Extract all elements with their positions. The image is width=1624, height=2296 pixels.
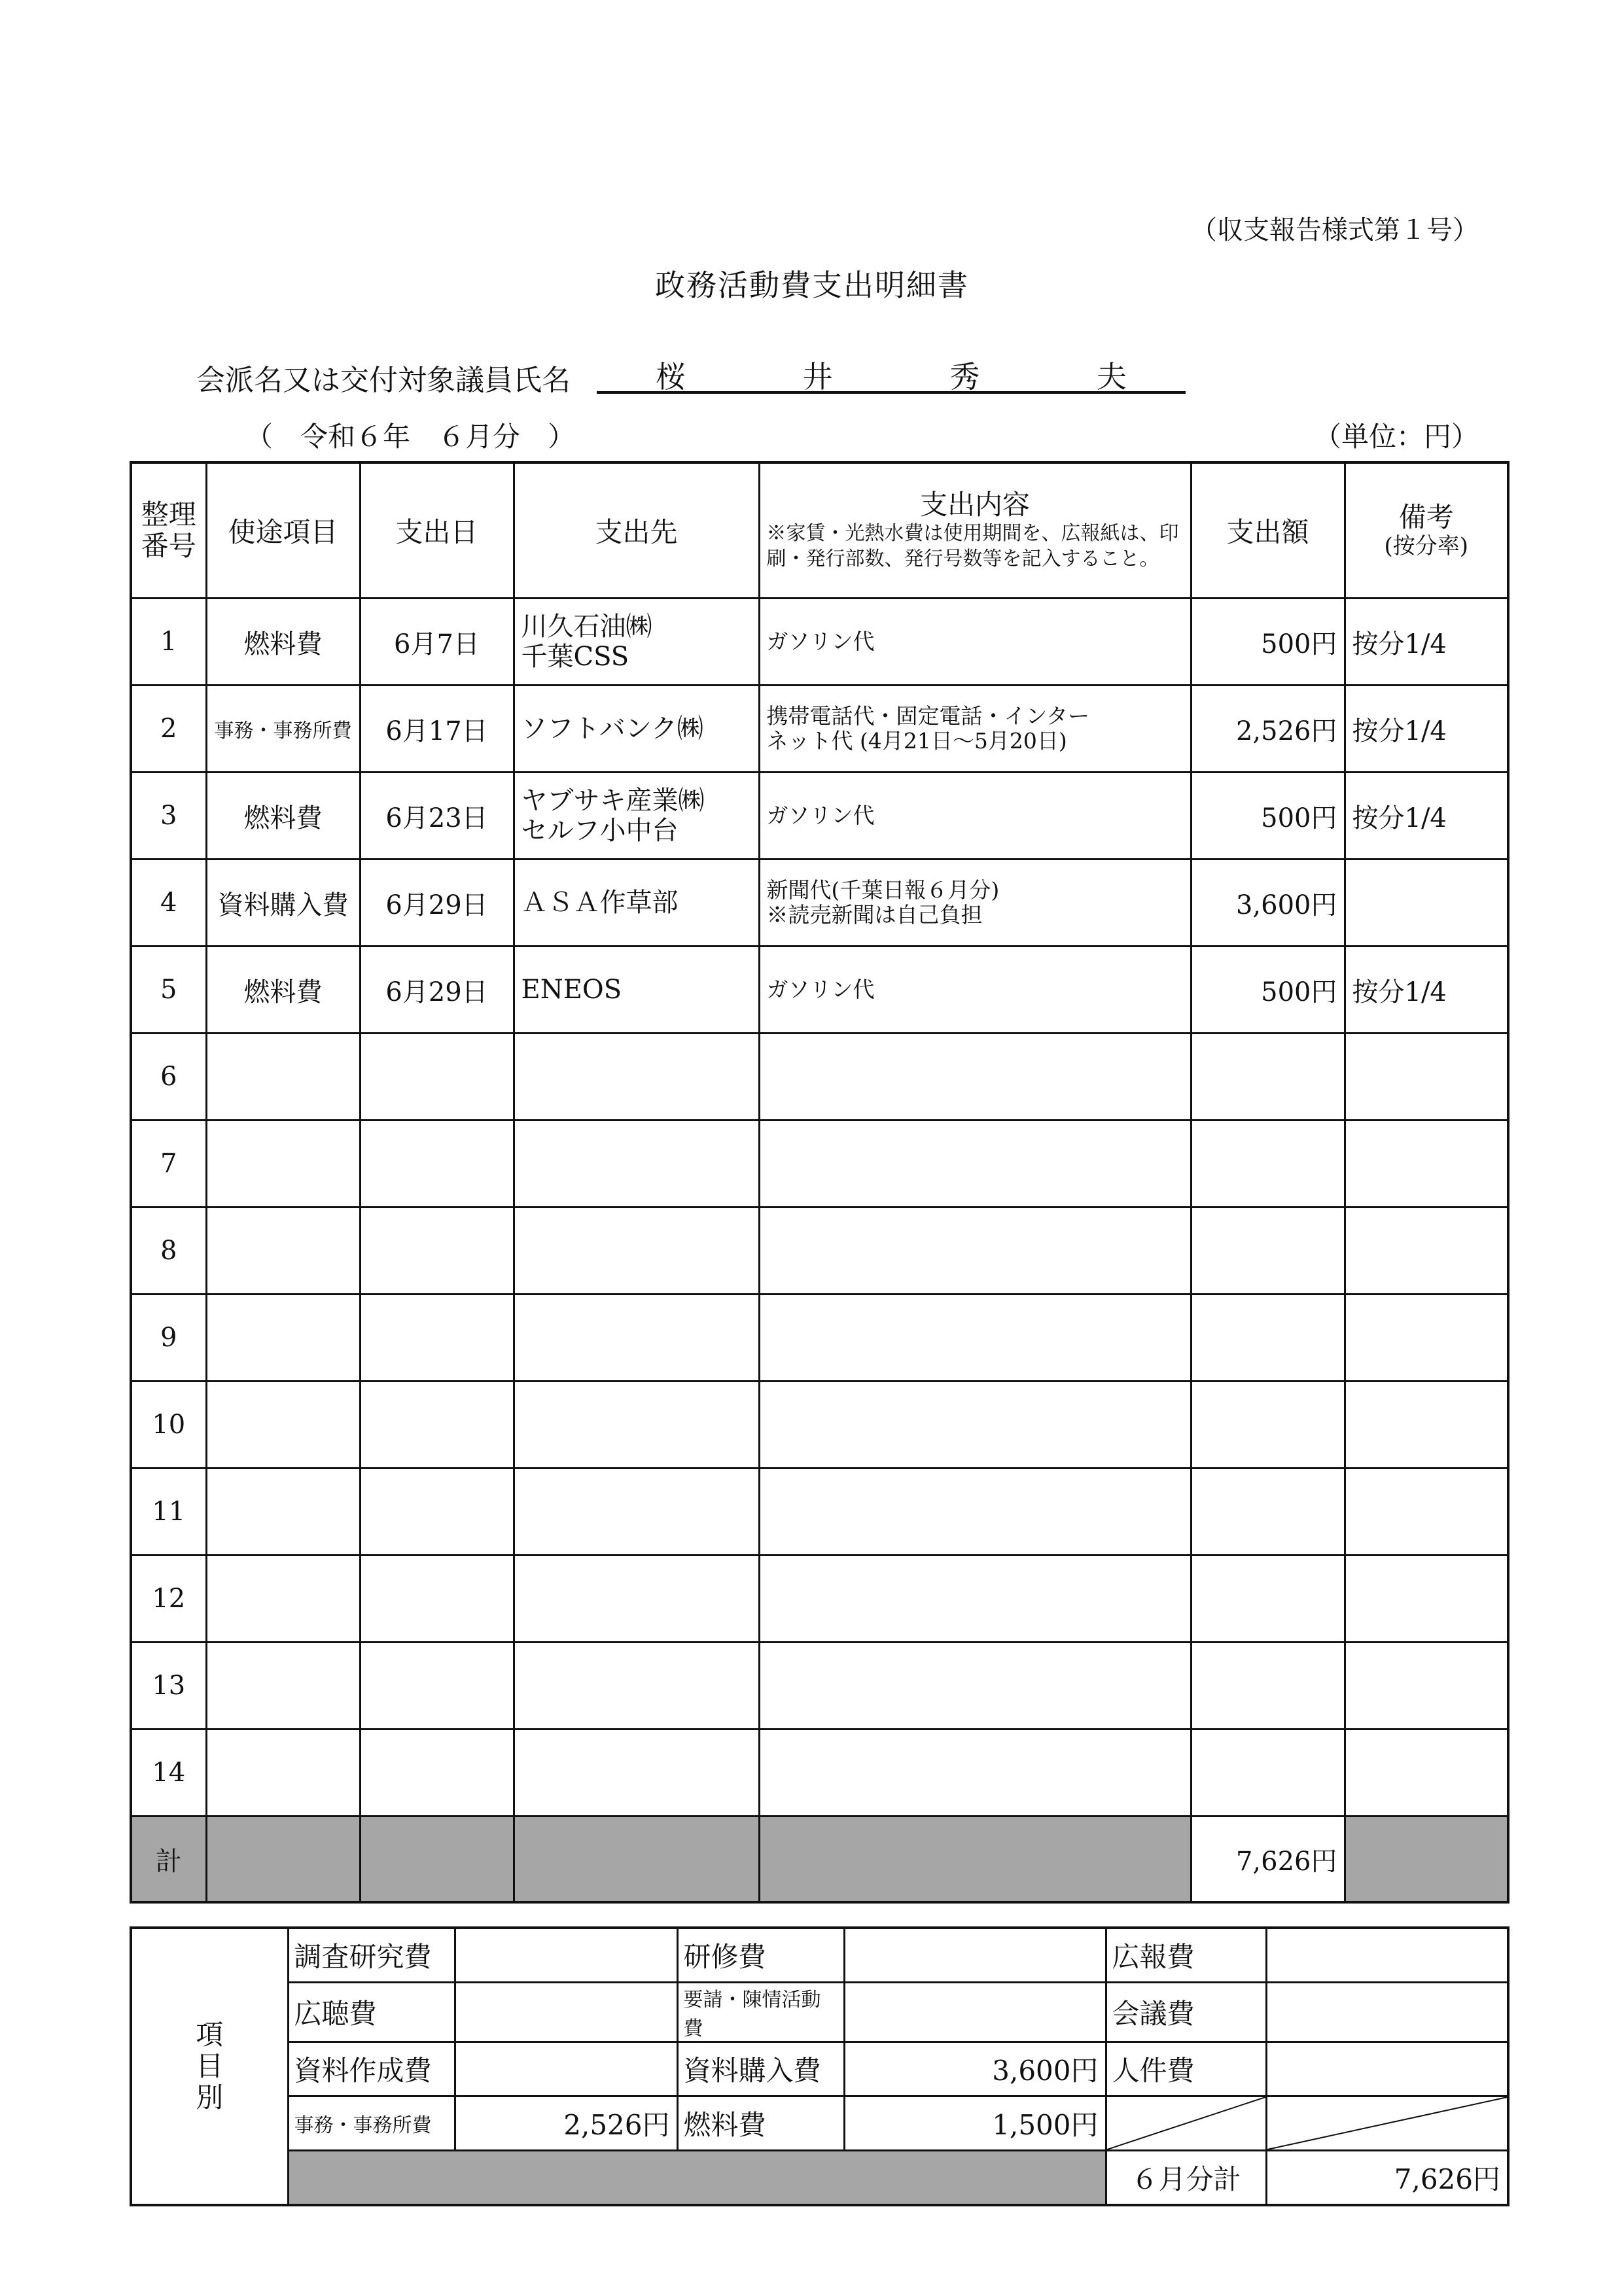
header-remarks [1345, 462, 1508, 599]
cell-amount [1191, 947, 1345, 1034]
row-payee: ソフトバンク㈱ [521, 714, 703, 744]
cell-date [360, 1469, 514, 1556]
row-content: 携帯電話代・固定電話・インター [766, 703, 1090, 729]
header-content-title: 支出内容 [919, 488, 1030, 521]
table-row [131, 1730, 1508, 1817]
side-label-char: 目 [196, 2049, 224, 2082]
cell-content [759, 1469, 1191, 1556]
cell-date [360, 1730, 514, 1817]
row-amount: 3,600円 [1235, 890, 1337, 920]
cell-amount [1191, 773, 1345, 860]
row-content: ガソリン代 [766, 629, 875, 655]
cell-content [759, 1382, 1191, 1469]
cell-number [131, 1034, 206, 1121]
cell-date [360, 1382, 514, 1469]
total-amount: 7,626円 [1191, 1817, 1345, 1903]
cell-number [131, 1469, 206, 1556]
cell-number [131, 1382, 206, 1469]
total-cell-empty [759, 1817, 1191, 1903]
cell-remarks [1345, 1469, 1508, 1556]
row-number: 6 [160, 1062, 177, 1092]
cell-payee [514, 947, 759, 1034]
cell-date [360, 1295, 514, 1382]
expenditure-table [130, 461, 1509, 1904]
member-name-char: 秀 [949, 359, 980, 394]
cell-date [360, 1643, 514, 1730]
cell-amount [1191, 1121, 1345, 1208]
cell-date [360, 773, 514, 860]
form-number: （収支報告様式第１号） [1191, 215, 1479, 245]
row-remarks: 按分1/4 [1352, 803, 1447, 833]
table-row [131, 599, 1508, 686]
header-content [759, 462, 1191, 599]
table-row [131, 1121, 1508, 1208]
row-number: 11 [152, 1497, 186, 1527]
cell-remarks [1345, 1643, 1508, 1730]
cell-content [759, 773, 1191, 860]
row-content: 新聞代(千葉日報６月分) [766, 877, 1000, 903]
cell-number [131, 599, 206, 686]
training-label: 研修費 [677, 1928, 844, 1983]
cell-number [131, 1208, 206, 1295]
table-row [131, 773, 1508, 860]
cell-remarks [1345, 773, 1508, 860]
row-remarks: 按分1/4 [1352, 629, 1447, 659]
cell-date [360, 599, 514, 686]
cell-category [206, 1382, 360, 1469]
cell-category [206, 947, 360, 1034]
table-row [131, 1208, 1508, 1295]
cell-category [206, 773, 360, 860]
cell-payee [514, 1730, 759, 1817]
cell-number [131, 1643, 206, 1730]
total-cell-empty [206, 1817, 360, 1903]
cell-payee [514, 860, 759, 947]
cell-amount [1191, 1469, 1345, 1556]
cell-number [131, 947, 206, 1034]
personnel-value [1266, 2042, 1508, 2096]
cell-payee [514, 1295, 759, 1382]
cell-amount [1191, 1034, 1345, 1121]
cell-amount [1191, 860, 1345, 947]
row-payee: 川久石油㈱ [521, 612, 652, 642]
pr-label: 広報費 [1106, 1928, 1266, 1983]
row-number: 8 [160, 1236, 177, 1266]
row-number: 7 [160, 1149, 177, 1179]
header-number-line2: 番号 [141, 530, 196, 562]
total-cell-empty [360, 1817, 514, 1903]
row-amount: 2,526円 [1235, 716, 1337, 746]
total-label: 計 [131, 1817, 206, 1903]
row-category: 資料購入費 [217, 890, 349, 920]
row-amount: 500円 [1261, 629, 1337, 659]
cell-remarks [1345, 1295, 1508, 1382]
cell-content [759, 1730, 1191, 1817]
fuel-label: 燃料費 [677, 2096, 844, 2151]
row-date: 6月7日 [394, 629, 480, 659]
cell-category [206, 1121, 360, 1208]
cell-number [131, 1730, 206, 1817]
cell-category [206, 599, 360, 686]
row-date: 6月23日 [385, 803, 488, 833]
table-row [131, 947, 1508, 1034]
side-label-char: 別 [196, 2081, 224, 2114]
member-name [597, 353, 1186, 394]
cell-payee [514, 1208, 759, 1295]
cell-date [360, 1121, 514, 1208]
cell-content [759, 1034, 1191, 1121]
personnel-label: 人件費 [1106, 2042, 1266, 2096]
cell-payee [514, 1469, 759, 1556]
row-payee-branch: セルフ小中台 [521, 816, 679, 846]
cell-date [360, 947, 514, 1034]
cell-date [360, 1034, 514, 1121]
cell-amount [1191, 1556, 1345, 1643]
table-row [131, 1556, 1508, 1643]
month-total-label: ６月分計 [1106, 2151, 1266, 2206]
row-number: 1 [160, 627, 177, 657]
purchase-label: 資料購入費 [677, 2042, 844, 2096]
row-content: ガソリン代 [766, 977, 875, 1003]
row-category: 燃料費 [243, 629, 323, 659]
row-payee-branch: 千葉CSS [521, 642, 629, 672]
cell-content [759, 860, 1191, 947]
cell-date [360, 1556, 514, 1643]
research-value [455, 1928, 677, 1983]
member-name-char: 井 [802, 359, 833, 394]
row-content: ガソリン代 [766, 803, 875, 829]
total-row [131, 1817, 1508, 1903]
cell-category [206, 1295, 360, 1382]
cell-payee [514, 1034, 759, 1121]
hearing-label: 広聴費 [288, 1983, 455, 2042]
header-number-line1: 整理 [141, 498, 196, 531]
cell-remarks [1345, 686, 1508, 773]
total-cell-empty [1345, 1817, 1508, 1903]
member-name-char: 桜 [656, 359, 686, 394]
meeting-value [1266, 1983, 1508, 2042]
cell-payee [514, 1643, 759, 1730]
row-number: 5 [160, 975, 177, 1005]
unused-cell-diagonal [1106, 2096, 1266, 2151]
header-date: 支出日 [360, 462, 514, 599]
cell-remarks [1345, 1556, 1508, 1643]
summary-side-label [131, 1928, 288, 2205]
row-date: 6月29日 [385, 977, 488, 1007]
row-payee: ＡＳＡ作草部 [521, 888, 679, 918]
header-content-note: ※家賃・光熱水費は使用期間を、広報紙は、印刷・発行部数、発行号数等を記入すること。 [766, 522, 1179, 571]
cell-payee [514, 1121, 759, 1208]
table-row [131, 1034, 1508, 1121]
table-row [131, 1643, 1508, 1730]
cell-remarks [1345, 1121, 1508, 1208]
row-category: 燃料費 [243, 977, 323, 1007]
docs-label: 資料作成費 [288, 2042, 455, 2096]
cell-category [206, 1034, 360, 1121]
row-number: 13 [152, 1671, 186, 1701]
cell-remarks [1345, 1034, 1508, 1121]
row-date: 6月29日 [385, 890, 488, 920]
purchase-value: 3,600円 [844, 2042, 1106, 2096]
cell-date [360, 686, 514, 773]
cell-amount [1191, 1208, 1345, 1295]
cell-remarks [1345, 1730, 1508, 1817]
table-row [131, 1469, 1508, 1556]
cell-number [131, 686, 206, 773]
table-row [131, 1295, 1508, 1382]
table-row [131, 686, 1508, 773]
member-name-label: 会派名又は交付対象議員氏名 [196, 364, 571, 397]
research-label: 調査研究費 [288, 1928, 455, 1983]
cell-payee [514, 599, 759, 686]
cell-payee [514, 773, 759, 860]
hearing-value [455, 1983, 677, 2042]
cell-category [206, 686, 360, 773]
cell-content [759, 686, 1191, 773]
cell-remarks [1345, 599, 1508, 686]
row-content-detail: ※読売新聞は自己負担 [766, 902, 983, 928]
row-payee: ヤブサキ産業㈱ [521, 786, 705, 816]
cell-amount [1191, 1643, 1345, 1730]
table-row [131, 860, 1508, 947]
fuel-value: 1,500円 [844, 2096, 1106, 2151]
cell-remarks [1345, 1382, 1508, 1469]
cell-number [131, 773, 206, 860]
row-payee: ENEOS [521, 975, 622, 1005]
row-number: 2 [160, 714, 177, 744]
cell-payee [514, 1382, 759, 1469]
cell-payee [514, 1556, 759, 1643]
row-number: 4 [160, 888, 177, 918]
cell-content [759, 947, 1191, 1034]
cell-amount [1191, 1382, 1345, 1469]
header-category: 使途項目 [206, 462, 360, 599]
meeting-label: 会議費 [1106, 1983, 1266, 2042]
office-label: 事務・事務所費 [288, 2096, 455, 2151]
cell-remarks [1345, 860, 1508, 947]
cell-payee [514, 686, 759, 773]
cell-content [759, 599, 1191, 686]
table-row [131, 1382, 1508, 1469]
header-amount: 支出額 [1191, 462, 1345, 599]
total-cell-empty [514, 1817, 759, 1903]
cell-remarks [1345, 1208, 1508, 1295]
row-number: 10 [152, 1410, 186, 1440]
petition-value [844, 1983, 1106, 2042]
cell-date [360, 860, 514, 947]
cell-category [206, 1643, 360, 1730]
row-number: 14 [152, 1758, 186, 1788]
row-content-detail: ネット代 (4月21日～5月20日) [766, 728, 1067, 754]
cell-category [206, 1469, 360, 1556]
cell-amount [1191, 599, 1345, 686]
cell-amount [1191, 1730, 1345, 1817]
row-category: 事務・事務所費 [214, 720, 352, 742]
row-number: 9 [160, 1323, 177, 1353]
member-name-char: 夫 [1096, 359, 1127, 394]
header-number [131, 462, 206, 599]
cell-content [759, 1295, 1191, 1382]
row-remarks: 按分1/4 [1352, 977, 1447, 1007]
unused-cell-diagonal [1266, 2096, 1508, 2151]
cell-remarks [1345, 947, 1508, 1034]
category-summary-table [130, 1926, 1509, 2206]
table-header-row [131, 462, 1508, 599]
header-payee: 支出先 [514, 462, 759, 599]
cell-number [131, 860, 206, 947]
cell-content [759, 1556, 1191, 1643]
row-date: 6月17日 [385, 716, 488, 746]
cell-number [131, 1556, 206, 1643]
row-number: 12 [152, 1584, 186, 1614]
cell-amount [1191, 686, 1345, 773]
cell-category [206, 1730, 360, 1817]
document-title: 政務活動費支出明細書 [655, 268, 969, 303]
cell-content [759, 1643, 1191, 1730]
row-number: 3 [160, 801, 177, 831]
petition-label: 要請・陳情活動費 [677, 1983, 844, 2042]
row-amount: 500円 [1261, 803, 1337, 833]
unit-label: （単位：円） [1313, 421, 1479, 453]
cell-content [759, 1121, 1191, 1208]
header-remarks-title: 備考 [1398, 501, 1454, 534]
row-remarks: 按分1/4 [1352, 716, 1447, 746]
training-value [844, 1928, 1106, 1983]
cell-number [131, 1295, 206, 1382]
docs-value [455, 2042, 677, 2096]
cell-date [360, 1208, 514, 1295]
cell-content [759, 1208, 1191, 1295]
month-total-value: 7,626円 [1266, 2151, 1508, 2206]
side-label-char: 項 [196, 2018, 224, 2051]
cell-category [206, 1556, 360, 1643]
office-value: 2,526円 [455, 2096, 677, 2151]
cell-category [206, 860, 360, 947]
summary-shaded-area [288, 2151, 1106, 2206]
cell-amount [1191, 1295, 1345, 1382]
row-amount: 500円 [1261, 977, 1337, 1007]
header-remarks-sub: (按分率) [1384, 532, 1469, 559]
cell-number [131, 1121, 206, 1208]
row-category: 燃料費 [243, 803, 323, 833]
report-period: （ 令和６年 ６月分 ） [245, 421, 576, 453]
pr-value [1266, 1928, 1508, 1983]
cell-category [206, 1208, 360, 1295]
